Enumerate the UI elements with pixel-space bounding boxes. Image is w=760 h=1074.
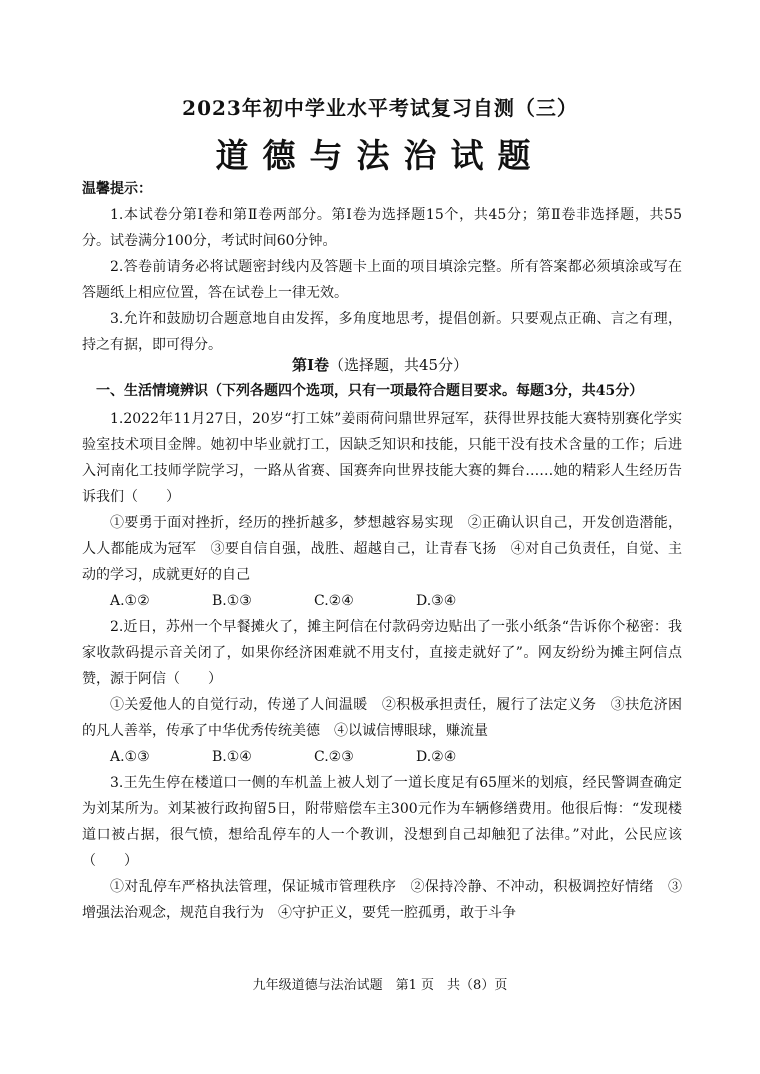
option-d: D.③④ xyxy=(416,593,457,609)
question-stem: 1.2022年11月27日，20岁“打工妹”姜雨荷问鼎世界冠军，获得世界技能大赛特别赛化学实验室技术项目金牌。她初中毕业就打工，因缺乏知识和技能，只能干没有技术含量的工作；后进入河南化工技师学院学习，一路从省赛、国赛奔向世界技能大赛的舞台……她的精彩人生经历告诉我们（ ） xyxy=(82,411,682,505)
question-2 xyxy=(82,614,682,770)
question-1 xyxy=(82,406,682,614)
option-d: D.②④ xyxy=(416,749,457,765)
question-stem: 3.王先生停在楼道口一侧的车机盖上被人划了一道长度足有65厘米的划痕，经民警调查确定为刘某所为。刘某被行政拘留5日，附带赔偿车主300元作为车辆修缮费用。他很后悔：“发现楼道口被占据，很气愤，想给乱停车的人一个教训，没想到自己却触犯了法律。”对此，公民应该（ ） xyxy=(82,775,682,869)
part-heading: 一、生活情境辨识（下列各题四个选项，只有一项最符合题目要求。每题3分，共45分） xyxy=(96,383,644,399)
section-name: 第Ⅰ卷 xyxy=(291,356,329,374)
tip-item: 3.允许和鼓励切合题意地自由发挥，多角度地思考，提倡创新。只要观点正确、言之有理，持之有据，即可得分。 xyxy=(82,311,682,353)
question-stem: 2.近日，苏州一个早餐摊火了，摊主阿信在付款码旁边贴出了一张小纸条“告诉你个秘密：我家收款码提示音关闭了，如果你经济困难就不用支付，直接走就好了”。网友纷纷为摊主阿信点赞，源于阿信（ ） xyxy=(82,619,682,687)
question-statements: ①关爱他人的自觉行动，传递了人间温暖 ②积极承担责任，履行了法定义务 ③扶危济困的凡人善举，传承了中华优秀传统美德 ④以诚信博眼球，赚流量 xyxy=(82,697,682,739)
option-b: B.①④ xyxy=(212,749,252,765)
page-footer: 九年级道德与法治试题 第1 页 共（8）页 xyxy=(252,978,508,993)
tip-item: 1.本试卷分第Ⅰ卷和第Ⅱ卷两部分。第Ⅰ卷为选择题15个，共45分；第Ⅱ卷非选择题，共55分。试卷满分100分，考试时间60分钟。 xyxy=(82,207,682,249)
option-a: A.①③ xyxy=(110,749,150,765)
subject-title: 道德与法治试题 xyxy=(215,136,545,175)
option-a: A.①② xyxy=(110,593,150,609)
question-options xyxy=(82,744,682,770)
section-title xyxy=(0,354,760,375)
tips-heading: 温馨提示： xyxy=(82,181,152,197)
question-3 xyxy=(82,770,682,926)
section-subtitle: （选择题，共45分） xyxy=(328,356,469,374)
option-b: B.①③ xyxy=(212,593,252,609)
tip-item: 2.答卷前请务必将试题密封线内及答题卡上面的项目填涂完整。所有答案都必须填涂或写在答题纸上相应位置，答在试卷上一律无效。 xyxy=(82,259,682,301)
question-list xyxy=(82,406,682,926)
exam-title: 2023年初中学业水平考试复习自测（三） xyxy=(182,96,578,120)
option-c: C.②④ xyxy=(314,593,354,609)
option-c: C.②③ xyxy=(314,749,354,765)
question-statements: ①对乱停车严格执法管理，保证城市管理秩序 ②保持冷静、不冲动，积极调控好情绪 ③增强法治观念，规范自我行为 ④守护正义，要凭一腔孤勇，敢于斗争 xyxy=(82,879,682,921)
question-options xyxy=(82,588,682,614)
tips-list xyxy=(82,202,682,358)
question-statements: ①要勇于面对挫折，经历的挫折越多，梦想越容易实现 ②正确认识自己，开发创造潜能，人人都能成为冠军 ③要自信自强，战胜、超越自己，让青春飞扬 ④对自己负责任，自觉、主动的学习，成就更好的自己 xyxy=(82,515,682,583)
